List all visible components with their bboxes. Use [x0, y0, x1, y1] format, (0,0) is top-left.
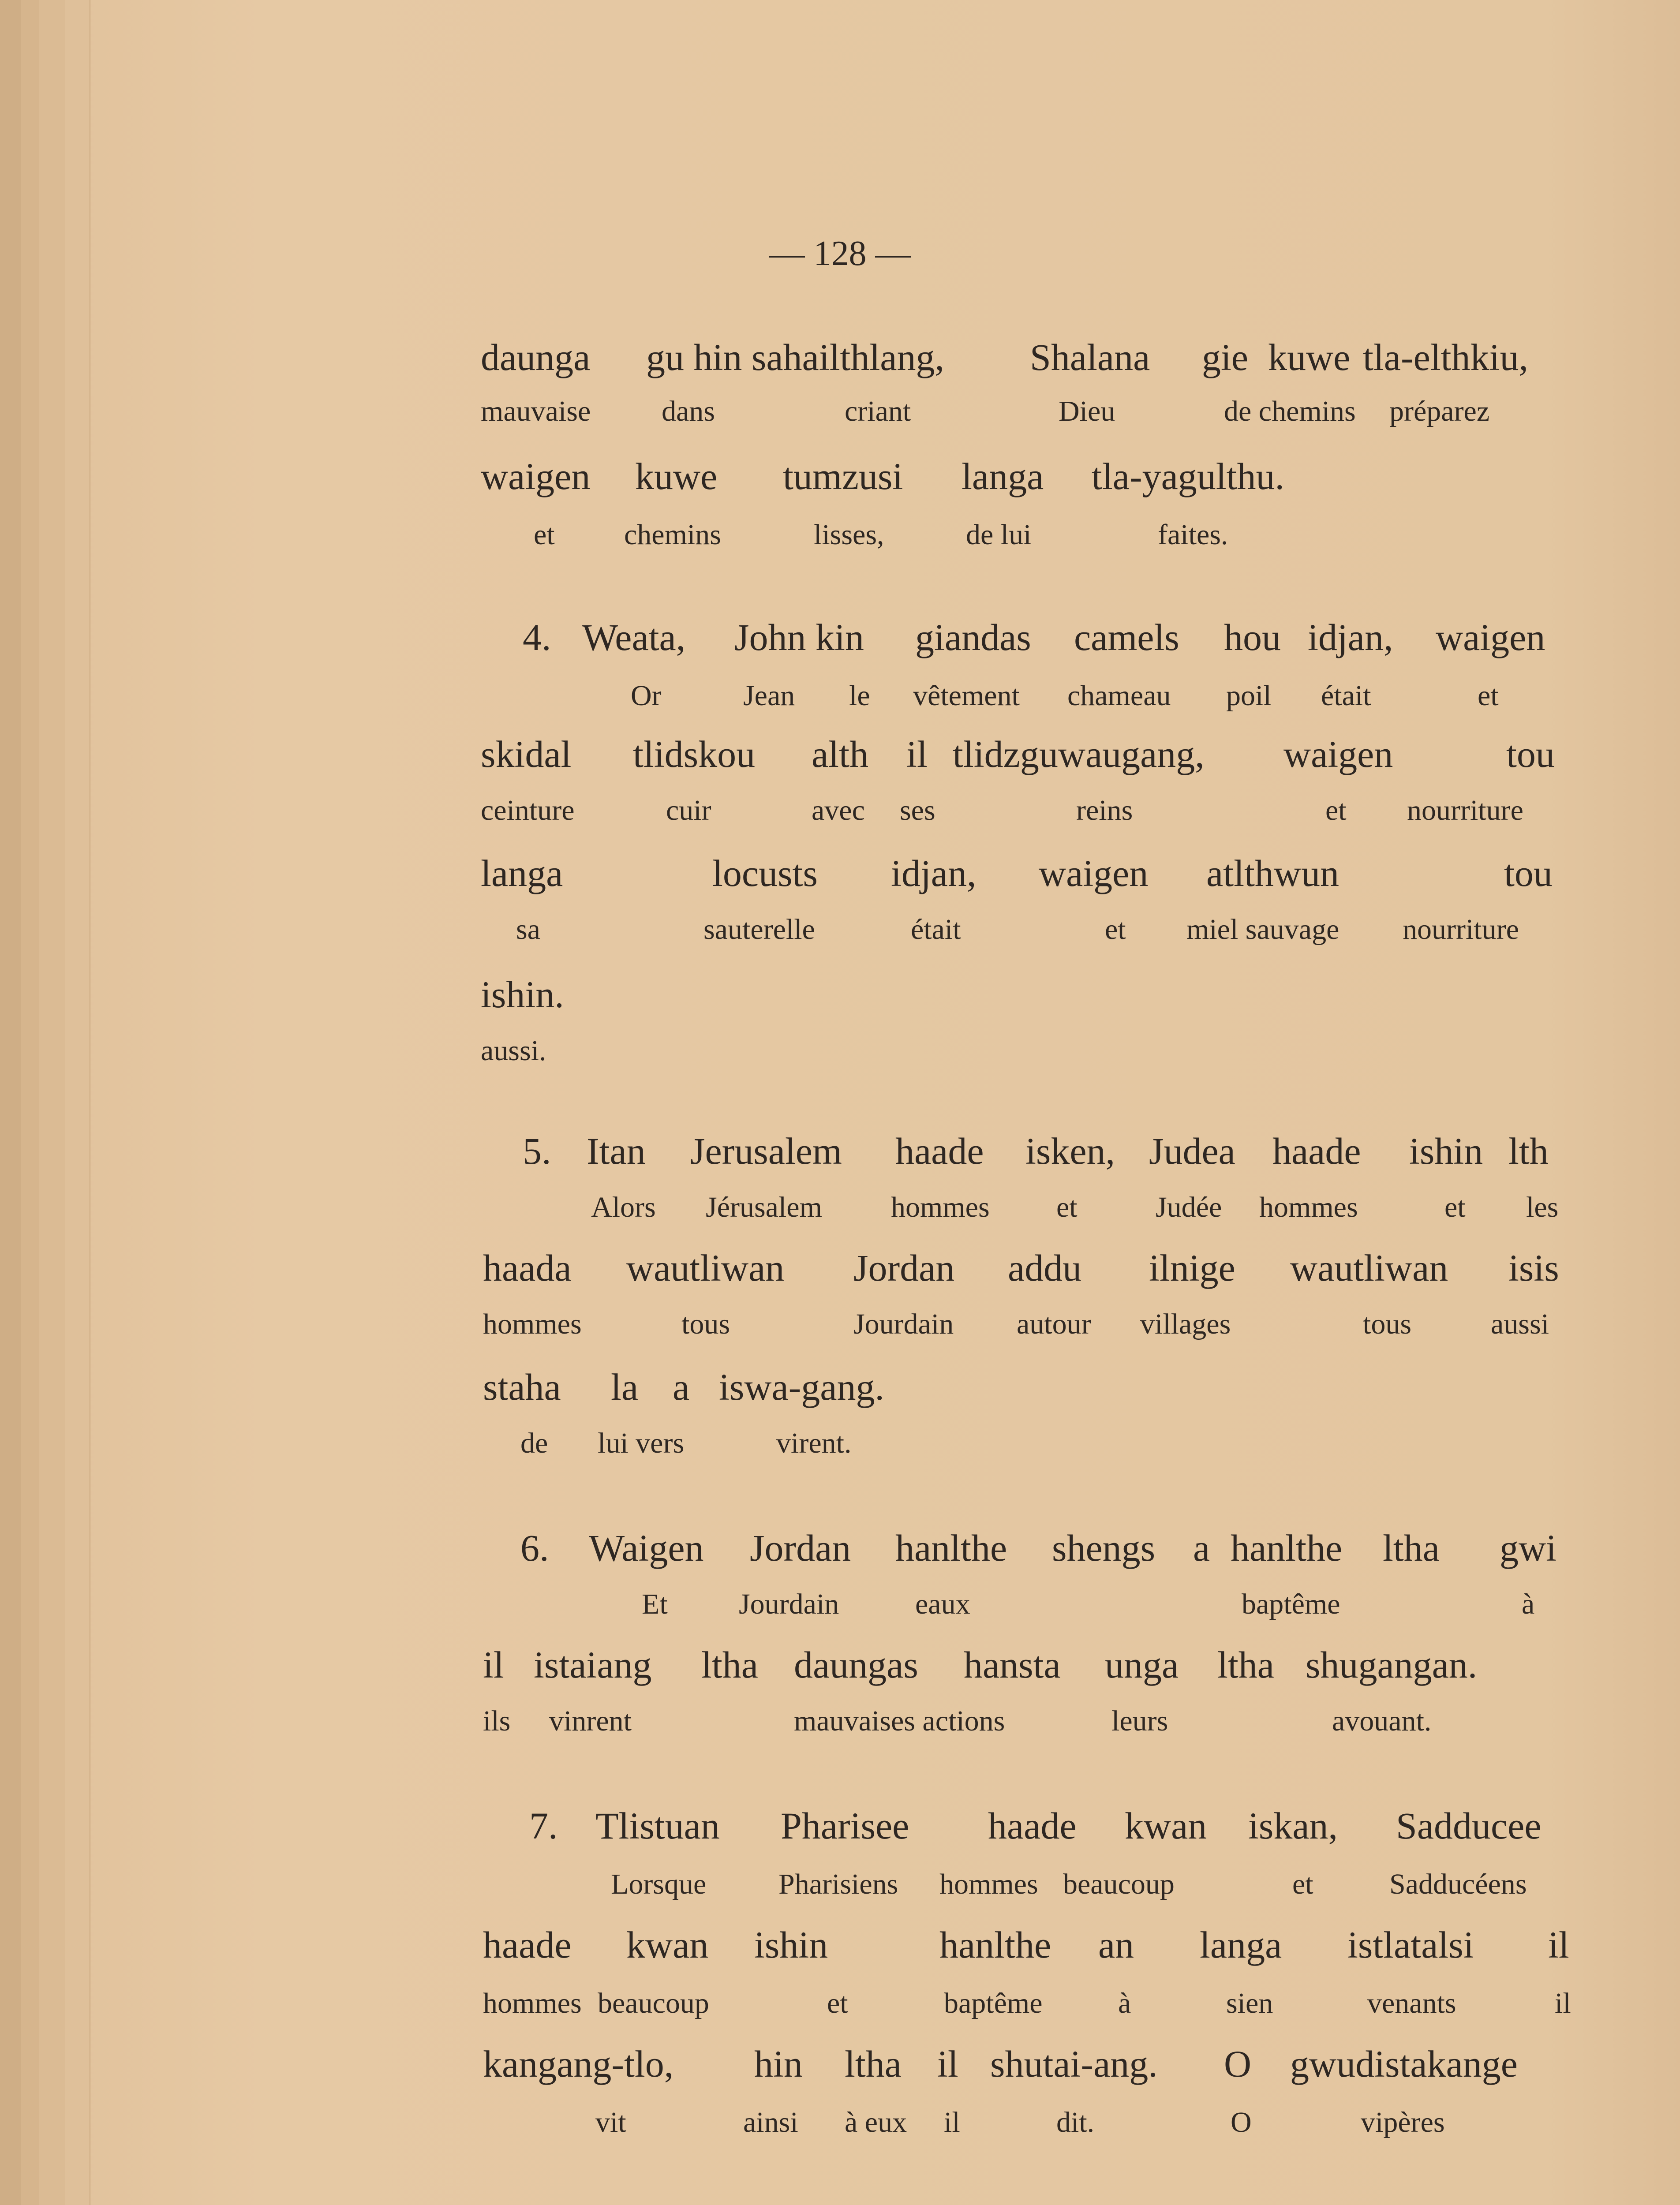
french-gloss-word: beaucoup: [598, 1987, 709, 2019]
haida-word: ltha: [845, 2043, 902, 2085]
haida-word: Weata,: [582, 616, 686, 658]
haida-word: a: [673, 1366, 690, 1408]
haida-word: Shalana: [1030, 336, 1150, 378]
haida-word: Sadducee: [1396, 1805, 1542, 1847]
haida-word: Itan: [587, 1130, 646, 1172]
haida-word: idjan,: [891, 852, 977, 894]
haida-word: kwan: [1125, 1805, 1207, 1847]
french-gloss-word: ils: [483, 1705, 511, 1737]
french-gloss-word: tous: [1363, 1308, 1412, 1340]
french-gloss-word: Jourdain: [739, 1588, 839, 1620]
haida-word: Tlistuan: [595, 1805, 720, 1847]
haida-word: tlidzguwaugang,: [953, 733, 1205, 775]
french-gloss-word: et: [1056, 1191, 1078, 1223]
haida-word: gwi: [1500, 1527, 1557, 1569]
french-gloss-word: Et: [642, 1588, 668, 1620]
french-gloss-word: et: [827, 1987, 848, 2019]
haida-word: hanlthe: [939, 1924, 1051, 1966]
french-gloss-word: et: [1444, 1191, 1466, 1223]
french-gloss-word: nourriture: [1407, 794, 1523, 826]
haida-word: istaiang: [534, 1644, 652, 1686]
french-gloss-word: sien: [1226, 1987, 1273, 2019]
haida-word: gu hin sahailthlang,: [646, 336, 944, 378]
haida-word: hou: [1224, 616, 1281, 658]
french-gloss-line: [0, 1704, 1680, 1766]
french-gloss-line: [0, 794, 1680, 856]
french-gloss-word: et: [534, 519, 555, 551]
haida-word: isis: [1508, 1247, 1559, 1289]
french-gloss-word: dit.: [1056, 2106, 1095, 2138]
haida-word: shengs: [1052, 1527, 1156, 1569]
haida-word: haade: [895, 1130, 984, 1172]
haida-word: haade: [1272, 1130, 1361, 1172]
french-gloss-word: reins: [1076, 794, 1133, 826]
haida-word: il: [937, 2043, 958, 2085]
french-gloss-word: hommes: [939, 1868, 1038, 1900]
french-gloss-word: autour: [1017, 1308, 1091, 1340]
french-gloss-word: baptême: [1242, 1588, 1340, 1620]
haida-word: an: [1098, 1924, 1134, 1966]
haida-word: Jerusalem: [690, 1130, 842, 1172]
haida-word: shugangan.: [1306, 1644, 1478, 1686]
french-gloss-word: baptême: [944, 1987, 1043, 2019]
haida-word: a: [1193, 1527, 1210, 1569]
french-gloss-word: faites.: [1158, 519, 1228, 551]
haida-word: ishin: [1409, 1130, 1483, 1172]
haida-word: 4.: [523, 616, 551, 658]
haida-word: istlatalsi: [1347, 1924, 1474, 1966]
french-gloss-word: nourriture: [1403, 913, 1519, 946]
french-gloss-word: hommes: [483, 1987, 582, 2019]
french-gloss-word: ainsi: [743, 2106, 798, 2138]
french-gloss-word: aussi: [1491, 1308, 1549, 1340]
haida-word: waigen: [1039, 852, 1149, 894]
french-gloss-word: Jean: [743, 680, 795, 712]
french-gloss-line: [0, 679, 1680, 741]
french-gloss-word: avec: [812, 794, 865, 826]
french-gloss-word: mauvaises actions: [794, 1705, 1005, 1737]
haida-word: hin: [754, 2043, 803, 2085]
french-gloss-word: les: [1526, 1191, 1559, 1223]
haida-line: [0, 1804, 1680, 1865]
french-gloss-word: ses: [900, 794, 935, 826]
haida-word: iswa-gang.: [719, 1366, 884, 1408]
french-gloss-word: il: [1555, 1987, 1571, 2019]
haida-word: ishin.: [481, 973, 564, 1016]
haida-word: locusts: [712, 852, 818, 894]
french-gloss-word: Alors: [591, 1191, 656, 1223]
french-gloss-word: Sadducéens: [1389, 1868, 1527, 1900]
haida-word: atlthwun: [1206, 852, 1339, 894]
haida-word: hansta: [964, 1644, 1061, 1686]
haida-line: [0, 454, 1680, 516]
french-gloss-word: ceinture: [481, 794, 575, 826]
haida-word: hanlthe: [1231, 1527, 1343, 1569]
french-gloss-word: à: [1522, 1588, 1535, 1620]
french-gloss-word: hommes: [483, 1308, 582, 1340]
haida-line: [0, 335, 1680, 397]
haida-line: [0, 1643, 1680, 1704]
haida-word: il: [483, 1644, 504, 1686]
french-gloss-word: criant: [845, 395, 911, 427]
french-gloss-word: sauterelle: [703, 913, 815, 946]
french-gloss-word: de: [520, 1427, 548, 1459]
french-gloss-word: et: [1105, 913, 1126, 946]
haida-word: Jordan: [853, 1247, 955, 1289]
haida-word: 5.: [523, 1130, 551, 1172]
french-gloss-word: eaux: [915, 1588, 970, 1620]
haida-word: il: [1548, 1924, 1569, 1966]
haida-word: il: [906, 733, 928, 775]
french-gloss-word: venants: [1367, 1987, 1456, 2019]
french-gloss-word: vinrent: [549, 1705, 632, 1737]
haida-line: [0, 851, 1680, 913]
french-gloss-word: à: [1118, 1987, 1131, 2019]
french-gloss-word: leurs: [1111, 1705, 1168, 1737]
haida-word: ilnige: [1149, 1247, 1235, 1289]
french-gloss-word: sa: [516, 913, 540, 946]
haida-word: iskan,: [1248, 1805, 1338, 1847]
french-gloss-line: [0, 518, 1680, 580]
haida-word: langa: [1200, 1924, 1282, 1966]
haida-word: Waigen: [589, 1527, 704, 1569]
haida-word: kangang-tlo,: [483, 2043, 674, 2085]
haida-word: O: [1224, 2043, 1252, 2085]
haida-word: daunga: [481, 336, 591, 378]
french-gloss-word: Lorsque: [611, 1868, 707, 1900]
haida-word: waigen: [1436, 616, 1545, 658]
french-gloss-word: dans: [662, 395, 715, 427]
french-gloss-word: préparez: [1389, 395, 1490, 427]
haida-line: [0, 1365, 1680, 1427]
french-gloss-word: lisses,: [814, 519, 884, 551]
french-gloss-word: Judée: [1156, 1191, 1222, 1223]
haida-word: Jordan: [750, 1527, 851, 1569]
french-gloss-line: [0, 395, 1680, 456]
haida-word: waigen: [481, 455, 591, 497]
haida-word: isken,: [1025, 1130, 1115, 1172]
french-gloss-word: beaucoup: [1063, 1868, 1175, 1900]
french-gloss-word: cuir: [666, 794, 711, 826]
haida-word: Judea: [1149, 1130, 1235, 1172]
french-gloss-line: [0, 1987, 1680, 2048]
haida-line: [0, 1923, 1680, 1984]
french-gloss-line: [0, 1427, 1680, 1488]
haida-word: kwan: [626, 1924, 709, 1966]
haida-word: haade: [483, 1924, 572, 1966]
haida-word: tla-elthkiu,: [1363, 336, 1528, 378]
haida-word: alth: [812, 733, 868, 775]
haida-word: gie: [1202, 336, 1249, 378]
haida-line: [0, 1246, 1680, 1308]
haida-word: giandas: [915, 616, 1031, 658]
french-gloss-word: hommes: [891, 1191, 990, 1223]
haida-word: langa: [962, 455, 1044, 497]
french-gloss-word: lui vers: [598, 1427, 685, 1459]
french-gloss-word: Dieu: [1059, 395, 1115, 427]
french-gloss-word: villages: [1140, 1308, 1231, 1340]
french-gloss-word: Jérusalem: [706, 1191, 822, 1223]
french-gloss-word: vit: [595, 2106, 626, 2138]
haida-word: Pharisee: [781, 1805, 909, 1847]
haida-word: tlidskou: [633, 733, 756, 775]
french-gloss-line: [0, 1034, 1680, 1096]
haida-word: gwudistakange: [1290, 2043, 1518, 2085]
haida-word: kuwe: [635, 455, 718, 497]
french-gloss-word: mauvaise: [481, 395, 591, 427]
haida-word: tla-yagulthu.: [1092, 455, 1285, 497]
french-gloss-word: était: [1321, 680, 1371, 712]
french-gloss-word: O: [1231, 2106, 1252, 2138]
french-gloss-word: de lui: [966, 519, 1032, 551]
haida-word: camels: [1074, 616, 1179, 658]
french-gloss-line: [0, 1191, 1680, 1252]
french-gloss-word: et: [1292, 1868, 1313, 1900]
haida-word: idjan,: [1308, 616, 1393, 658]
french-gloss-word: Pharisiens: [778, 1868, 898, 1900]
haida-word: tou: [1504, 852, 1553, 894]
haida-word: hanlthe: [895, 1527, 1007, 1569]
haida-word: ishin: [754, 1924, 828, 1966]
haida-line: [0, 1129, 1680, 1191]
french-gloss-word: tous: [681, 1308, 730, 1340]
haida-word: langa: [481, 852, 563, 894]
french-gloss-word: Or: [631, 680, 662, 712]
haida-line: [0, 732, 1680, 794]
haida-word: staha: [483, 1366, 561, 1408]
haida-word: unga: [1105, 1644, 1179, 1686]
haida-word: la: [611, 1366, 639, 1408]
french-gloss-line: [0, 1588, 1680, 1649]
haida-word: tumzusi: [783, 455, 903, 497]
french-gloss-word: à eux: [845, 2106, 907, 2138]
french-gloss-word: miel sauvage: [1186, 913, 1340, 946]
haida-word: 6.: [520, 1527, 549, 1569]
french-gloss-word: Jourdain: [853, 1308, 954, 1340]
haida-word: John kin: [734, 616, 864, 658]
french-gloss-word: il: [944, 2106, 960, 2138]
french-gloss-line: [0, 2106, 1680, 2168]
french-gloss-word: poil: [1226, 680, 1272, 712]
french-gloss-word: avouant.: [1332, 1705, 1432, 1737]
haida-word: tou: [1506, 733, 1555, 775]
haida-word: ltha: [701, 1644, 758, 1686]
haida-word: ltha: [1383, 1527, 1440, 1569]
haida-line: [0, 2042, 1680, 2104]
french-gloss-word: était: [911, 913, 961, 946]
haida-word: wautliwan: [626, 1247, 785, 1289]
french-gloss-word: le: [849, 680, 870, 712]
french-gloss-word: chemins: [624, 519, 721, 551]
french-gloss-line: [0, 913, 1680, 975]
french-gloss-word: et: [1325, 794, 1347, 826]
haida-word: kuwe: [1268, 336, 1351, 378]
page-number: — 128 —: [769, 234, 911, 273]
haida-word: lth: [1508, 1130, 1549, 1172]
french-gloss-word: de chemins: [1224, 395, 1356, 427]
haida-word: haade: [988, 1805, 1077, 1847]
haida-word: addu: [1008, 1247, 1082, 1289]
french-gloss-word: aussi.: [481, 1035, 546, 1067]
haida-word: skidal: [481, 733, 572, 775]
french-gloss-word: chameau: [1067, 680, 1171, 712]
haida-word: haada: [483, 1247, 572, 1289]
french-gloss-word: vêtement: [913, 680, 1020, 712]
haida-word: waigen: [1283, 733, 1393, 775]
haida-word: shutai-ang.: [990, 2043, 1158, 2085]
haida-line: [0, 1526, 1680, 1588]
haida-word: ltha: [1217, 1644, 1274, 1686]
haida-line: [0, 972, 1680, 1034]
french-gloss-line: [0, 1308, 1680, 1369]
french-gloss-line: [0, 1868, 1680, 1929]
french-gloss-word: virent.: [776, 1427, 852, 1459]
french-gloss-word: et: [1478, 680, 1499, 712]
french-gloss-word: hommes: [1259, 1191, 1358, 1223]
haida-line: [0, 615, 1680, 677]
haida-word: daungas: [794, 1644, 918, 1686]
haida-word: 7.: [529, 1805, 558, 1847]
french-gloss-word: vipères: [1361, 2106, 1445, 2138]
haida-word: wautliwan: [1290, 1247, 1448, 1289]
